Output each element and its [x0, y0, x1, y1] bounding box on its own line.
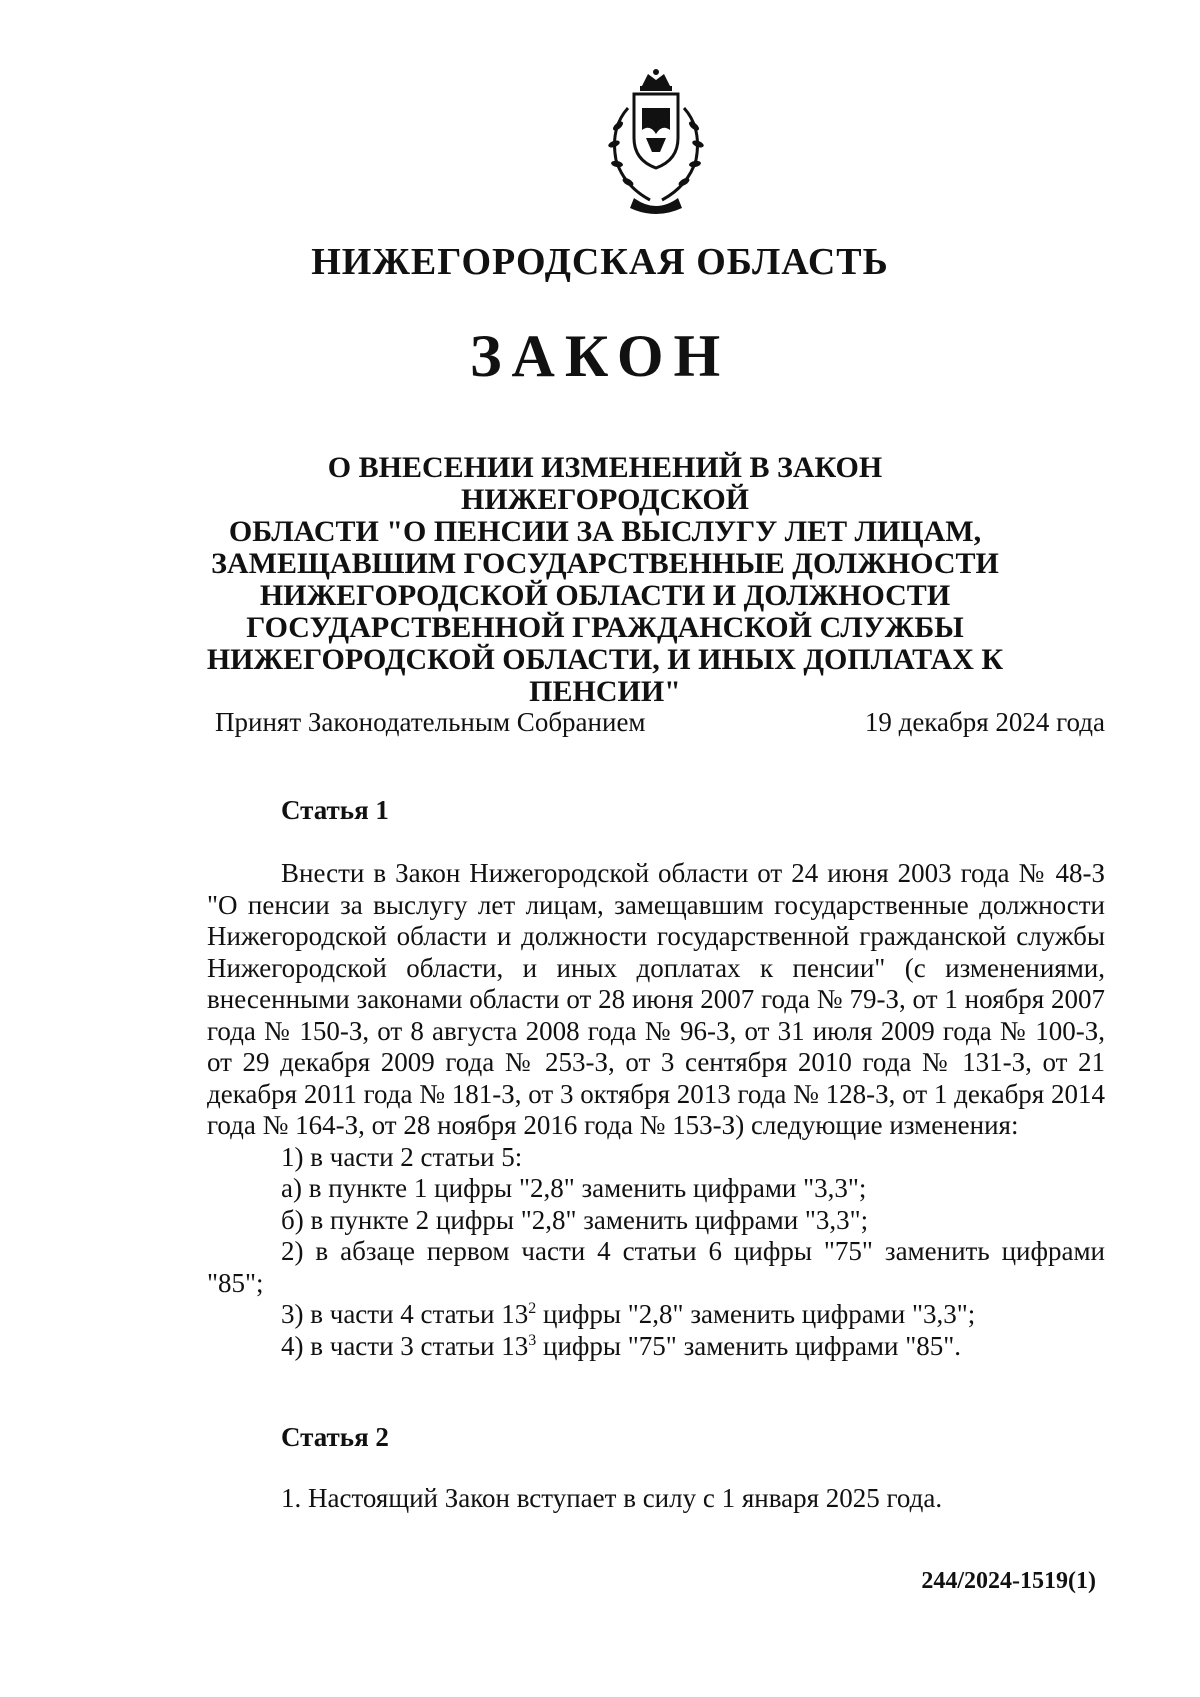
law-title-line: НИЖЕГОРОДСКОЙ ОБЛАСТИ И ДОЛЖНОСТИ: [259, 579, 951, 612]
adopted-date: 19 декабря 2024 года: [864, 707, 1105, 737]
amendment-item-1a: а) в пункте 1 цифры "2,8" заменить цифрами "3,3";: [281, 1173, 867, 1203]
law-title-line: НИЖЕГОРОДСКОЙ ОБЛАСТИ, И ИНЫХ ДОПЛАТАХ К ПЕНСИИ": [206, 643, 1004, 708]
registration-number: 244/2024-1519(1): [921, 1568, 1096, 1594]
adopted-by: Принят Законодательным Собранием: [215, 707, 646, 737]
superscript: 3: [528, 1331, 537, 1349]
region-name: НИЖЕГОРОДСКАЯ ОБЛАСТЬ: [311, 241, 889, 283]
amendment-item-3-text: 3) в части 4 статьи 13: [281, 1299, 529, 1329]
amendment-item-2-tail: "85";: [207, 1267, 264, 1298]
law-title: [200, 452, 1010, 708]
law-title-line: ЗАМЕЩАВШИМ ГОСУДАРСТВЕННЫЕ ДОЛЖНОСТИ: [211, 547, 999, 580]
amendment-item-2: [207, 1236, 1105, 1299]
document-type: ЗАКОН: [469, 323, 731, 389]
article-2-paragraph-1: 1. Настоящий Закон вступает в силу с 1 января 2025 года.: [281, 1483, 943, 1513]
article-1-intro: Внести в Закон Нижегородской области от 24 июня 2003 года № 48-З "О пенсии за выслугу лет лицам, замещавшим государственные должности Нижегородской области и должности государственной гражданской службы Нижегородской области, и иных доплатах к пенсии" (с изменениями, внесенными законами области от 28 июня 2007 года № 79-З, от 1 ноября 2007 года № 150-З, от 8 августа 2008 года № 96-З, от 31 июля 2009 года № 100-З, от 29 декабря 2009 года № 253-З, от 3 сентября 2010 года № 131-З, от 21 декабря 2011 года № 181-З, от 3 октября 2013 года № 128-З, от 1 декабря 2014 года № 164-З, от 28 ноября 2016 года № 153-З) следующие изменения:: [207, 858, 1105, 1140]
amendment-item-3-rest: цифры "2,8" заменить цифрами "3,3";: [536, 1299, 976, 1329]
superscript: 2: [528, 1300, 537, 1317]
amendment-item-3: [207, 1299, 1105, 1331]
article-2-heading: Статья 2: [281, 1422, 389, 1452]
article-1-body: [207, 858, 1105, 1362]
adoption-line: [215, 707, 1105, 738]
amendment-item-2-main: 2) в абзаце первом части 4 статьи 6 цифры "75" заменить цифрами: [281, 1236, 1105, 1266]
amendment-item-1: 1) в части 2 статьи 5:: [281, 1141, 523, 1172]
coat-of-arms-icon: [590, 68, 722, 218]
amendment-item-1b: б) в пункте 2 цифры "2,8" заменить цифрами "3,3";: [281, 1204, 869, 1235]
amendment-item-4: [207, 1331, 1105, 1363]
law-title-line: О ВНЕСЕНИИ ИЗМЕНЕНИЙ В ЗАКОН НИЖЕГОРОДСКОЙ: [327, 451, 883, 516]
article-1-heading: Статья 1: [281, 795, 389, 825]
law-title-line: ГОСУДАРСТВЕННОЙ ГРАЖДАНСКОЙ СЛУЖБЫ: [246, 611, 964, 644]
amendment-item-4-rest: цифры "75" заменить цифрами "85".: [536, 1330, 962, 1361]
amendment-item-4-text: 4) в части 3 статьи 13: [281, 1330, 529, 1361]
law-title-line: ОБЛАСТИ "О ПЕНСИИ ЗА ВЫСЛУГУ ЛЕТ ЛИЦАМ,: [228, 515, 982, 548]
